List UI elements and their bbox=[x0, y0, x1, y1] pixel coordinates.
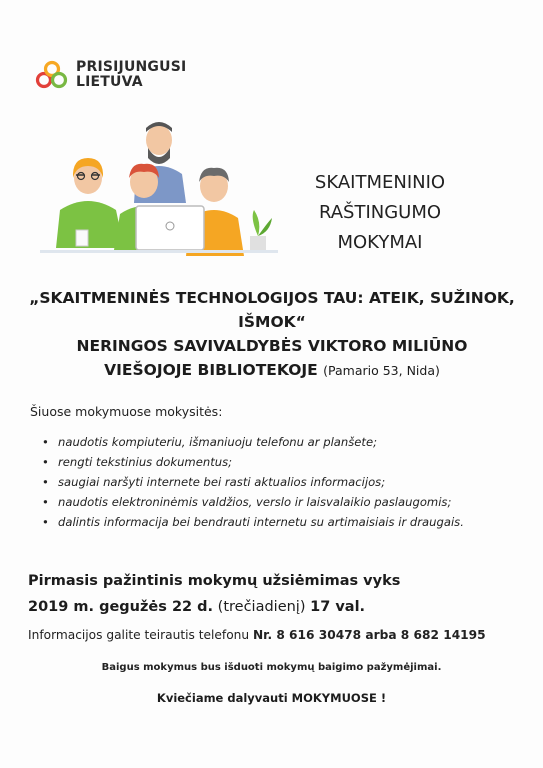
list-item-text: saugiai naršyti internete bei rasti aktualios informacijos; bbox=[58, 475, 386, 489]
contact-info bbox=[28, 628, 486, 642]
event-time: 17 val. bbox=[310, 599, 366, 615]
event-date: 2019 m. gegužės 22 d. bbox=[28, 599, 214, 615]
bullet-icon: • bbox=[42, 435, 49, 449]
main-title-line-4 bbox=[22, 358, 522, 383]
list-item bbox=[30, 512, 464, 532]
contact-phones: Nr. 8 616 30478 arba 8 682 14195 bbox=[252, 628, 486, 642]
main-title-line-2: IŠMOK“ bbox=[238, 313, 306, 331]
first-event-line-2 bbox=[28, 594, 400, 620]
side-title-line-1: SKAITMENINIO bbox=[314, 172, 446, 193]
list-item bbox=[30, 452, 464, 472]
first-event-line-1 bbox=[28, 568, 400, 594]
event-weekday: (trečiadienį) bbox=[217, 599, 306, 615]
bullet-icon: • bbox=[42, 515, 49, 529]
first-event-heading: Pirmasis pažintinis mokymų užsiėmimas vyks bbox=[28, 573, 401, 589]
list-item-text: naudotis elektroninėmis valdžios, verslo ir laisvalaikio paslaugomis; bbox=[58, 495, 452, 509]
list-item bbox=[30, 432, 464, 452]
bullet-icon: • bbox=[42, 455, 49, 469]
list-item-text: rengti tekstinius dokumentus; bbox=[58, 455, 233, 469]
list-item-text: dalintis informacija bei bendrauti internetu su artimaisiais ir draugais. bbox=[58, 515, 464, 529]
people-at-computer-illustration bbox=[36, 118, 282, 268]
list-item bbox=[30, 492, 464, 512]
bullet-icon: • bbox=[42, 475, 49, 489]
main-title bbox=[22, 286, 522, 383]
invitation-text: Kviečiame dalyvauti MOKYMUOSE ! bbox=[156, 691, 387, 705]
certificates-note: Baigus mokymus bus išduoti mokymų baigimo pažymėjimai. bbox=[101, 662, 442, 673]
first-event-notice bbox=[28, 568, 400, 620]
bullet-icon: • bbox=[42, 495, 49, 509]
logo-line-1: PRISIJUNGUSI bbox=[76, 59, 187, 75]
main-title-line-1: „SKAITMENINĖS TECHNOLOGIJOS TAU: ATEIK, SUŽINOK, bbox=[29, 289, 515, 307]
logo-rings-icon bbox=[34, 58, 68, 92]
prisijungusi-lietuva-logo bbox=[34, 58, 186, 92]
library-name: VIEŠOJOJE BIBLIOTEKOJE bbox=[104, 361, 318, 379]
side-title-line-2: RAŠTINGUMO bbox=[318, 202, 442, 223]
logo-line-2: LIETUVA bbox=[76, 74, 143, 90]
side-title bbox=[300, 168, 460, 258]
library-address: (Pamario 53, Nida) bbox=[323, 363, 440, 378]
main-title-line-3: NERINGOS SAVIVALDYBĖS VIKTORO MILIŪNO bbox=[76, 337, 468, 355]
side-title-line-3: MOKYMAI bbox=[337, 232, 423, 253]
topics-list bbox=[30, 432, 464, 532]
logo-text bbox=[76, 60, 186, 90]
list-item bbox=[30, 472, 464, 492]
contact-prefix: Informacijos galite teirautis telefonu bbox=[28, 628, 250, 642]
intro-text: Šiuose mokymuose mokysitės: bbox=[30, 404, 223, 419]
list-item-text: naudotis kompiuteriu, išmaniuoju telefonu ar planšete; bbox=[58, 435, 378, 449]
